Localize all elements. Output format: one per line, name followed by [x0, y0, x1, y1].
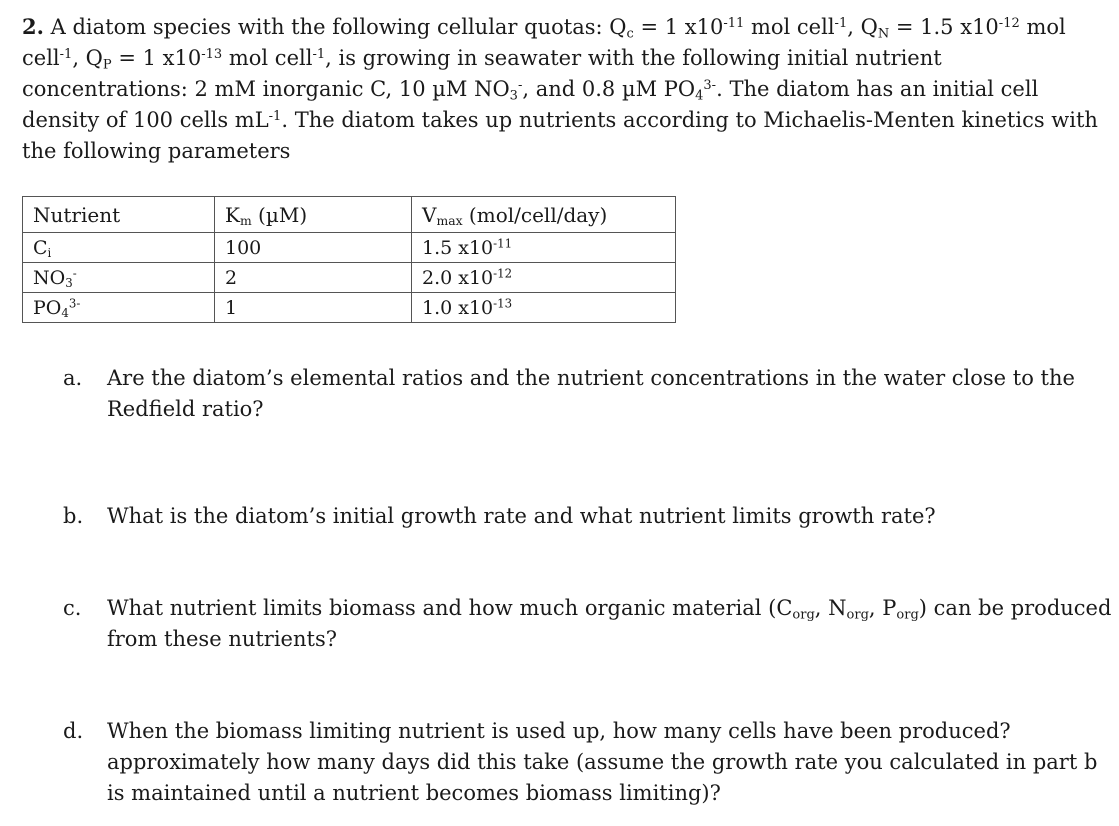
nutrient-cell [23, 233, 215, 263]
statement-text: A diatom species with the following cellular quotas: Q [50, 15, 627, 39]
nutrient-symbol: PO [33, 297, 62, 319]
question-d [63, 716, 1113, 809]
statement-text: , Q [847, 15, 878, 39]
qp-subscript: P [102, 57, 112, 73]
question-text-part: ) can be produced from these nutrients? [107, 596, 1112, 651]
question-letter: b. [63, 504, 84, 528]
problem-statement [22, 11, 1107, 167]
org-subscript: org [896, 607, 919, 623]
vmax-subscript: max [436, 213, 463, 229]
nutrient-charge: 3- [68, 296, 81, 311]
statement-text: , Q [72, 46, 103, 70]
nutrient-subscript: 4 [61, 305, 69, 320]
no3-subscript: 3 [509, 88, 518, 104]
vmax-base: 2.0 x10 [422, 267, 494, 289]
no3-charge: - [517, 77, 523, 93]
nutrient-cell [23, 263, 215, 293]
statement-text: , is growing in seawater with the following initial nutrient concentrations: 2 mM inorganic C, 10 µM NO [22, 46, 942, 101]
kinetics-table [22, 196, 676, 323]
vmax-exponent: -13 [493, 296, 513, 311]
nutrient-cell [23, 293, 215, 323]
km-cell: 1 [215, 293, 412, 323]
problem-number: 2. [22, 14, 44, 39]
vmax-unit: (mol/cell/day) [462, 203, 608, 227]
nutrient-subscript: i [47, 245, 52, 260]
nutrient-charge: - [72, 266, 77, 281]
km-cell: 2 [215, 263, 412, 293]
nutrient-symbol: C [33, 237, 48, 259]
question-c [63, 593, 1113, 655]
vmax-exponent: -12 [493, 266, 513, 281]
header-vmax [412, 197, 676, 233]
cell-exponent: -1 [312, 46, 326, 62]
km-unit: (µM) [251, 203, 308, 227]
po4-subscript: 4 [695, 88, 704, 104]
km-symbol: K [225, 203, 240, 227]
header-nutrient: Nutrient [23, 197, 215, 233]
statement-text: = 1.5 x10 [889, 15, 999, 39]
vmax-exponent: -11 [493, 236, 513, 251]
statement-text: mol cell [222, 46, 313, 70]
vmax-base: 1.5 x10 [422, 237, 494, 259]
nutrient-symbol: NO [33, 267, 66, 289]
vmax-cell [412, 233, 676, 263]
vmax-cell [412, 263, 676, 293]
statement-text: . The diatom has an initial cell density of 100 cells mL [22, 77, 1039, 132]
cell-exponent: -1 [59, 46, 73, 62]
vmax-cell [412, 293, 676, 323]
qc-subscript: c [626, 26, 634, 42]
statement-text: = 1 x10 [111, 46, 202, 70]
question-a [63, 363, 1113, 425]
table-row [23, 233, 676, 263]
cell-exponent: -1 [834, 15, 848, 31]
table-header-row [23, 197, 676, 233]
table-row [23, 293, 676, 323]
question-b [63, 501, 1113, 532]
qn-exponent: -12 [998, 15, 1020, 31]
km-cell: 100 [215, 233, 412, 263]
statement-text: mol cell [744, 15, 835, 39]
ml-exponent: -1 [268, 108, 282, 124]
table-row [23, 263, 676, 293]
nutrient-subscript: 3 [65, 275, 73, 290]
question-text [107, 593, 1113, 655]
question-text: What is the diatom’s initial growth rate and what nutrient limits growth rate? [107, 504, 936, 528]
question-text-part: , N [814, 596, 847, 620]
question-text-part: What nutrient limits biomass and how much organic material (C [107, 596, 793, 620]
vmax-symbol: V [422, 203, 437, 227]
statement-text: mol cell [22, 15, 1066, 70]
qn-subscript: N [877, 26, 890, 42]
vmax-base: 1.0 x10 [422, 297, 494, 319]
statement-text: , and 0.8 µM PO [522, 77, 696, 101]
qp-exponent: -13 [201, 46, 223, 62]
question-letter: c. [63, 596, 82, 620]
question-letter: a. [63, 366, 83, 390]
po4-charge: 3- [703, 77, 717, 93]
question-text: When the biomass limiting nutrient is used up, how many cells have been produced? approximately how many days did this take (assume the growth rate you calculated in part b is maintained until a nutrient becomes biomass limiting)? [107, 719, 1098, 805]
question-text: Are the diatom’s elemental ratios and the nutrient concentrations in the water close to the Redfield ratio? [107, 366, 1075, 421]
org-subscript: org [792, 607, 815, 623]
statement-text: . The diatom takes up nutrients according to Michaelis-Menten kinetics with the following parameters [22, 108, 1098, 163]
org-subscript: org [846, 607, 869, 623]
qc-exponent: -11 [723, 15, 745, 31]
question-text-part: , P [868, 596, 897, 620]
km-subscript: m [239, 213, 252, 229]
question-letter: d. [63, 719, 84, 743]
statement-text: = 1 x10 [633, 15, 724, 39]
header-km [215, 197, 412, 233]
